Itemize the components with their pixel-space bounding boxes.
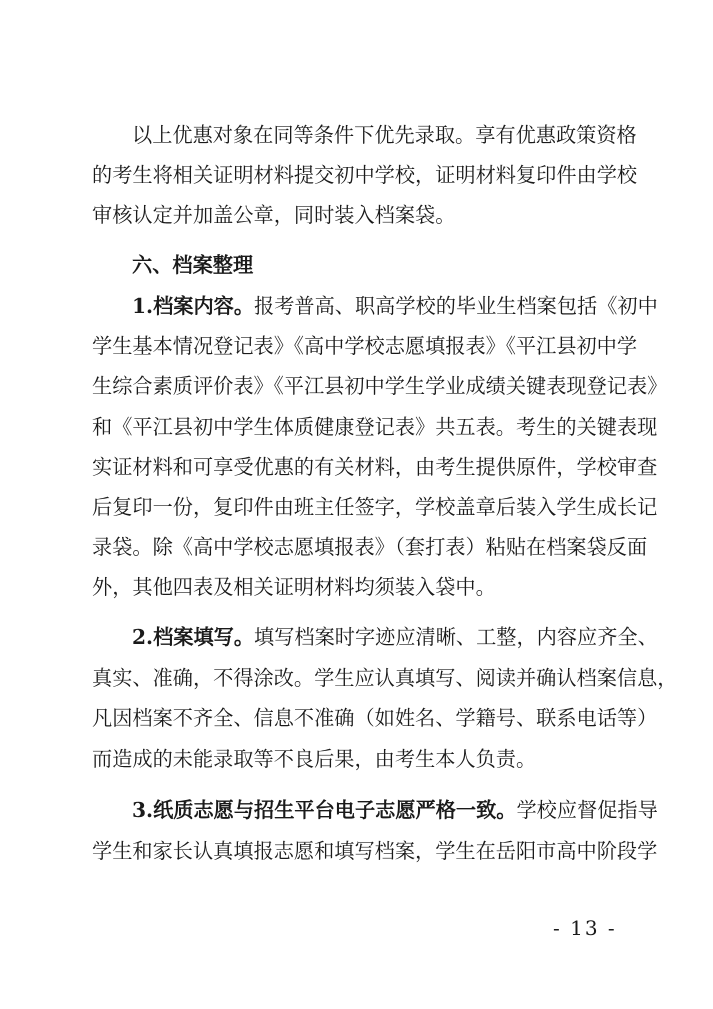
intro-line-3: 审核认定并加盖公章，同时装入档案袋。 bbox=[92, 203, 456, 227]
item2-line-2: 真实、准确，不得涂改。学生应认真填写、阅读并确认档案信息， bbox=[92, 666, 678, 690]
section-heading: 六、档案整理 bbox=[132, 253, 254, 277]
item1-line-1-text: 报考普高、职高学校的毕业生档案包括《初中 bbox=[254, 294, 658, 318]
item1-line-6: 后复印一份，复印件由班主任签字，学校盖章后装入学生成长记 bbox=[92, 495, 658, 519]
item2-line-3: 凡因档案不齐全、信息不准确（如姓名、学籍号、联系电话等） bbox=[92, 706, 658, 730]
item1-line-1 bbox=[132, 292, 658, 320]
item3-line-2: 学生和家长认真填报志愿和填写档案，学生在岳阳市高中阶段学 bbox=[92, 839, 658, 863]
item1-title: 1.档案内容。 bbox=[132, 294, 255, 318]
item1-line-2: 学生基本情况登记表》《高中学校志愿填报表》《平江县初中学 bbox=[92, 334, 638, 358]
item2-line-1 bbox=[132, 623, 658, 651]
item1-line-7: 录袋。除《高中学校志愿填报表》（套打表）粘贴在档案袋反面 bbox=[92, 535, 648, 559]
item2-line-4: 而造成的未能录取等不良后果，由考生本人负责。 bbox=[92, 747, 537, 771]
item3-title: 3.纸质志愿与招生平台电子志愿严格一致。 bbox=[132, 798, 517, 822]
intro-line-1: 以上优惠对象在同等条件下优先录取。享有优惠政策资格 bbox=[132, 123, 637, 147]
item1-line-3: 生综合素质评价表》《平江县初中学生学业成绩关键表现登记表》 bbox=[92, 374, 668, 398]
item3-line-1-text: 学校应督促指导 bbox=[516, 798, 658, 822]
intro-line-2: 的考生将相关证明材料提交初中学校，证明材料复印件由学校 bbox=[92, 163, 638, 187]
page-number: - 13 - bbox=[553, 916, 617, 940]
item3-line-1 bbox=[132, 796, 658, 824]
item2-line-1-text: 填写档案时字迹应清晰、工整，内容应齐全、 bbox=[254, 625, 658, 649]
item1-line-5: 实证材料和可享受优惠的有关材料，由考生提供原件，学校审查 bbox=[92, 455, 658, 479]
item1-line-4: 和《平江县初中学生体质健康登记表》共五表。考生的关键表现 bbox=[92, 415, 658, 439]
item1-line-8: 外，其他四表及相关证明材料均须装入袋中。 bbox=[92, 575, 496, 599]
item2-title: 2.档案填写。 bbox=[132, 625, 255, 649]
